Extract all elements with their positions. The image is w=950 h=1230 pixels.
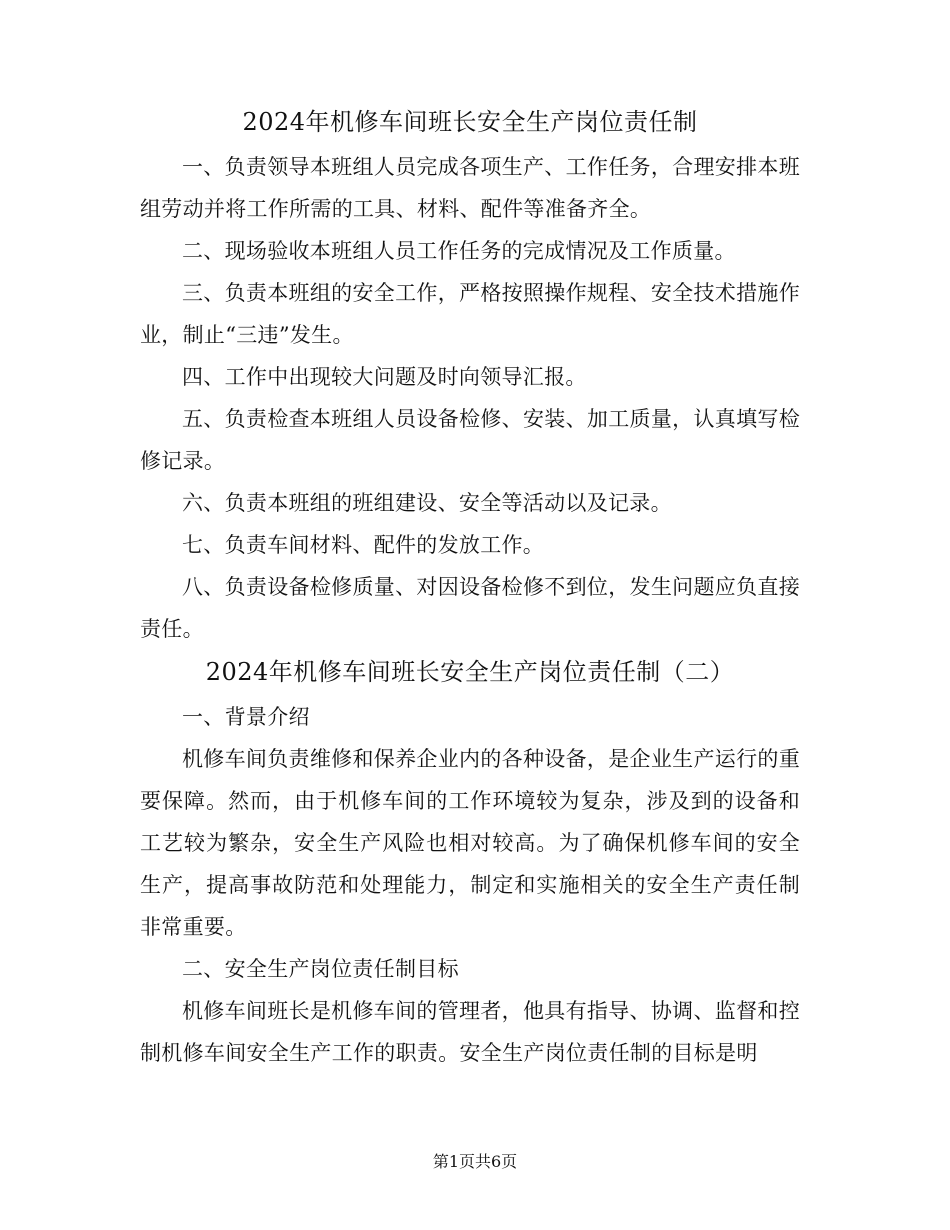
paragraph: 二、现场验收本班组人员工作任务的完成情况及工作质量。 xyxy=(182,239,736,263)
section-heading: 二、安全生产岗位责任制目标 xyxy=(182,957,459,981)
paragraph: 三、负责本班组的安全工作，严格按照操作规程、安全技术措施作业，制止“三违”发生。 xyxy=(140,281,800,347)
section-title: 2024年机修车间班长安全生产岗位责任制（二） xyxy=(205,658,735,686)
paragraph: 八、负责设备检修质量、对因设备检修不到位，发生问题应负直接责任。 xyxy=(140,575,800,641)
paragraph: 机修车间负责维修和保养企业内的各种设备，是企业生产运行的重要保障。然而，由于机修车间的工作环境较为复杂，涉及到的设备和工艺较为繁杂，安全生产风险也相对较高。为了确保机修车间的安全生产，提高事故防范和处理能力，制定和实施相关的安全生产责任制非常重要。 xyxy=(140,747,800,939)
paragraph: 六、负责本班组的班组建设、安全等活动以及记录。 xyxy=(182,491,672,515)
section-heading: 一、背景介绍 xyxy=(182,705,310,729)
paragraph: 四、工作中出现较大问题及时向领导汇报。 xyxy=(182,365,587,389)
document-body xyxy=(140,100,800,1074)
page-number: 第1页共6页 xyxy=(432,1152,518,1171)
paragraph: 一、负责领导本班组人员完成各项生产、工作任务，合理安排本班组劳动并将工作所需的工具、材料、配件等准备齐全。 xyxy=(140,155,800,221)
paragraph: 机修车间班长是机修车间的管理者，他具有指导、协调、监督和控制机修车间安全生产工作的职责。安全生产岗位责任制的目标是明 xyxy=(140,999,800,1065)
paragraph: 五、负责检查本班组人员设备检修、安装、加工质量，认真填写检修记录。 xyxy=(140,407,800,473)
document-title: 2024年机修车间班长安全生产岗位责任制 xyxy=(242,108,698,136)
paragraph: 七、负责车间材料、配件的发放工作。 xyxy=(182,533,545,557)
